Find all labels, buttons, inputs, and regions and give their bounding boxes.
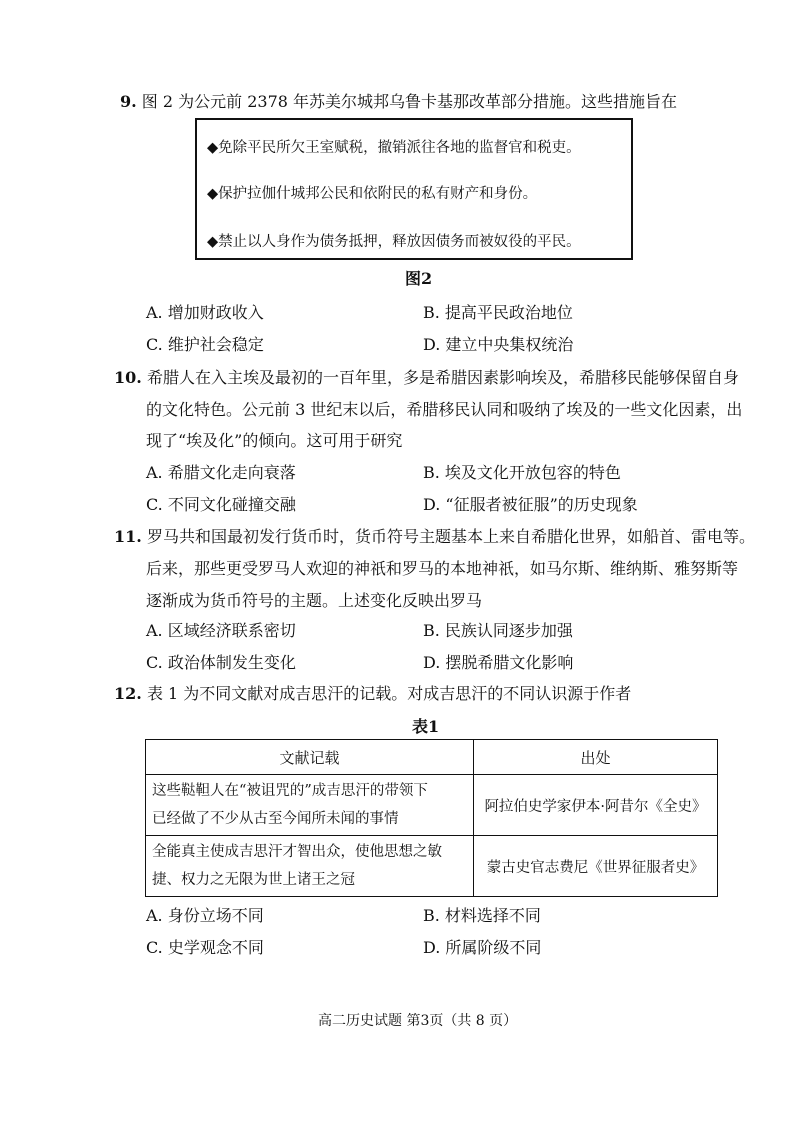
figure-2-box: [195, 118, 633, 260]
question-10-line-1: [114, 368, 739, 388]
question-number: 11.: [114, 527, 142, 546]
question-text: 希腊人在入主埃及最初的一百年里，多是希腊因素影响埃及，希腊移民能够保留自身: [146, 368, 739, 387]
table-caption: 表1: [412, 717, 440, 736]
cell-line: 捷、权力之无限为世上诸王之冠: [152, 872, 355, 888]
cell-line: 这些鞑靼人在“被诅咒的”成吉思汗的带领下: [152, 783, 428, 799]
cell-line: 已经做了不少从古至今闻所未闻的事情: [152, 811, 399, 827]
option-b[interactable]: B. 材料选择不同: [423, 906, 541, 925]
option-b[interactable]: B. 提高平民政治地位: [423, 303, 573, 322]
question-text: 表 1 为不同文献对成吉思汗的记载。对成吉思汗的不同认识源于作者: [146, 684, 632, 703]
option-b[interactable]: B. 民族认同逐步加强: [423, 621, 573, 640]
option-d[interactable]: D. “征服者被征服”的历史现象: [423, 495, 638, 514]
table-cell-record: [146, 836, 474, 897]
table-header-cell: 文献记载: [146, 740, 474, 775]
table-cell-record: [146, 775, 474, 836]
option-c[interactable]: C. 史学观念不同: [146, 938, 264, 957]
question-11-line-2: 后来，那些更受罗马人欢迎的神祇和罗马的本地神祇，如马尔斯、维纳斯、雅努斯等: [146, 559, 739, 578]
question-text: 图 2 为公元前 2378 年苏美尔城邦乌鲁卡基那改革部分措施。这些措施旨在: [141, 92, 678, 111]
question-12-stem: [114, 684, 631, 704]
question-10-line-2: 的文化特色。公元前 3 世纪末以后，希腊移民认同和吸纳了埃及的一些文化因素，出: [146, 400, 743, 419]
question-number: 12.: [114, 684, 142, 703]
question-11-line-3: 逐渐成为货币符号的主题。上述变化反映出罗马: [146, 591, 483, 610]
option-d[interactable]: D. 摆脱希腊文化影响: [423, 653, 574, 672]
question-number: 9.: [120, 92, 137, 111]
figure-line: ◆免除平民所欠王室赋税，撤销派往各地的监督官和税吏。: [207, 140, 581, 156]
option-d[interactable]: D. 所属阶级不同: [423, 938, 542, 957]
question-11-line-1: [114, 527, 755, 547]
table-row: [146, 836, 718, 897]
page-footer: 高二历史试题 第3页（共 8 页）: [318, 1013, 518, 1029]
option-c[interactable]: C. 不同文化碰撞交融: [146, 495, 296, 514]
option-a[interactable]: A. 增加财政收入: [146, 303, 264, 322]
table-row: [146, 775, 718, 836]
cell-line: 全能真主使成吉思汗才智出众，使他思想之敏: [152, 844, 442, 860]
question-9-stem: [120, 92, 677, 112]
table-cell-source: 蒙古史官志费尼《世界征服者史》: [474, 836, 718, 897]
figure-caption: 图2: [405, 269, 433, 288]
table-1: [145, 739, 718, 897]
figure-line: ◆禁止以人身作为债务抵押，释放因债务而被奴役的平民。: [207, 234, 581, 250]
table-header-cell: 出处: [474, 740, 718, 775]
option-a[interactable]: A. 希腊文化走向衰落: [146, 463, 296, 482]
option-a[interactable]: A. 区域经济联系密切: [146, 621, 296, 640]
question-10-line-3: 现了“埃及化”的倾向。这可用于研究: [146, 431, 403, 450]
table-header-row: [146, 740, 718, 775]
option-d[interactable]: D. 建立中央集权统治: [423, 335, 574, 354]
figure-line: ◆保护拉伽什城邦公民和依附民的私有财产和身份。: [207, 186, 538, 202]
option-b[interactable]: B. 埃及文化开放包容的特色: [423, 463, 621, 482]
option-c[interactable]: C. 维护社会稳定: [146, 335, 264, 354]
question-number: 10.: [114, 368, 142, 387]
option-c[interactable]: C. 政治体制发生变化: [146, 653, 296, 672]
question-text: 罗马共和国最初发行货币时，货币符号主题基本上来自希腊化世界，如船首、雷电等。: [146, 527, 755, 546]
option-a[interactable]: A. 身份立场不同: [146, 906, 264, 925]
table-cell-source: 阿拉伯史学家伊本·阿昔尔《全史》: [474, 775, 718, 836]
